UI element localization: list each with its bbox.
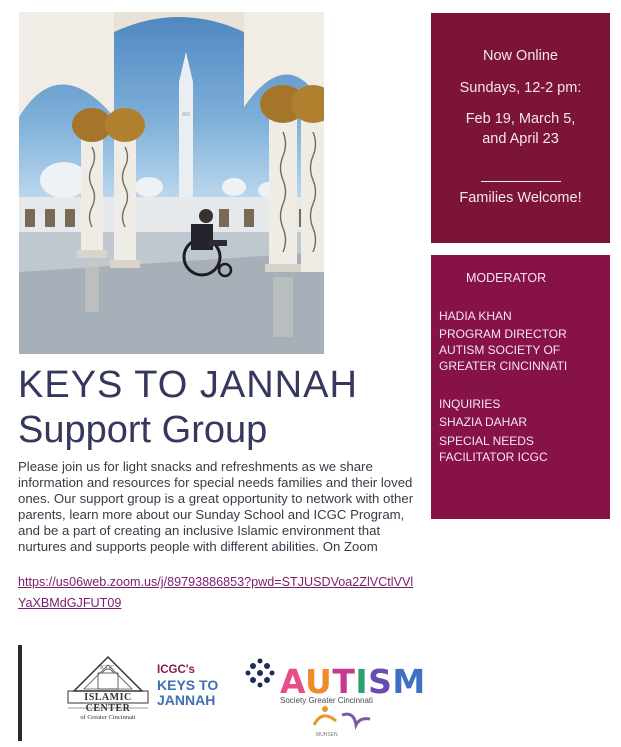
schedule-line-4: and April 23 bbox=[482, 131, 559, 147]
moderator-role-1: PROGRAM DIRECTOR bbox=[439, 327, 567, 341]
schedule-line-2: Sundays, 12-2 pm: bbox=[459, 80, 582, 96]
schedule-box bbox=[431, 13, 610, 243]
schedule-line-3: Feb 19, March 5, bbox=[465, 111, 576, 127]
zoom-link[interactable]: https://us06web.zoom.us/j/89793886853?pwd=STJUSDVoa2ZlVCtlVVlYaXBMdGJFUT09 bbox=[18, 575, 414, 610]
keys-line-1: ICGC's bbox=[157, 664, 195, 676]
page-title bbox=[18, 366, 358, 449]
keys-line-2: KEYS TO bbox=[157, 677, 219, 693]
title-line-1: KEYS TO JANNAH bbox=[18, 364, 358, 406]
keys-to-jannah-logo bbox=[157, 663, 218, 708]
divider bbox=[481, 181, 561, 182]
keys-line-3: JANNAH bbox=[157, 692, 216, 708]
muhsen-text: MUHSEN bbox=[316, 732, 338, 738]
moderator-role-3: GREATER CINCINNATI bbox=[439, 359, 568, 373]
mosque-photo bbox=[19, 12, 324, 354]
schedule-line-1: Now Online bbox=[483, 48, 558, 64]
islamic-center-line-2: of Greater Cincinnati bbox=[80, 714, 136, 721]
moderator-box bbox=[431, 255, 610, 519]
moderator-heading: MODERATOR bbox=[466, 271, 547, 285]
sponsor-logos bbox=[18, 645, 426, 741]
moderator-role-2: AUTISM SOCIETY OF bbox=[439, 343, 561, 357]
islamic-center-text bbox=[62, 665, 154, 721]
autism-subtitle: Society Greater Cincinnati bbox=[280, 696, 373, 705]
mosque-illustration bbox=[19, 12, 324, 354]
contact-role-1: SPECIAL NEEDS bbox=[439, 434, 534, 448]
description-text: Please join us for light snacks and refreshments as we share information and resources for special needs families and their loved ones. Our support group is a great opportunity to network with other parents, learn more about our Sunday School and ICGC Program, and be a part of creating an inclusive Islamic environment that nurtures and supports people with different abilities. On Zoom bbox=[18, 459, 414, 554]
islamic-center-line-1: ISLAMIC CENTER bbox=[84, 692, 132, 714]
moderator-name: HADIA KHAN bbox=[439, 309, 512, 323]
title-line-2: Support Group bbox=[18, 409, 268, 451]
inquiries-heading: INQUIRIES bbox=[439, 397, 501, 411]
autism-symbol bbox=[246, 659, 275, 688]
autism-wordmark: AUTISM bbox=[280, 662, 426, 701]
schedule-line-5: Families Welcome! bbox=[459, 190, 582, 206]
muhsen-logo bbox=[314, 706, 370, 725]
contact-role-2: FACILITATOR ICGC bbox=[439, 450, 548, 464]
icgc-small: ICGC bbox=[100, 665, 115, 671]
contact-name: SHAZIA DAHAR bbox=[439, 415, 528, 429]
